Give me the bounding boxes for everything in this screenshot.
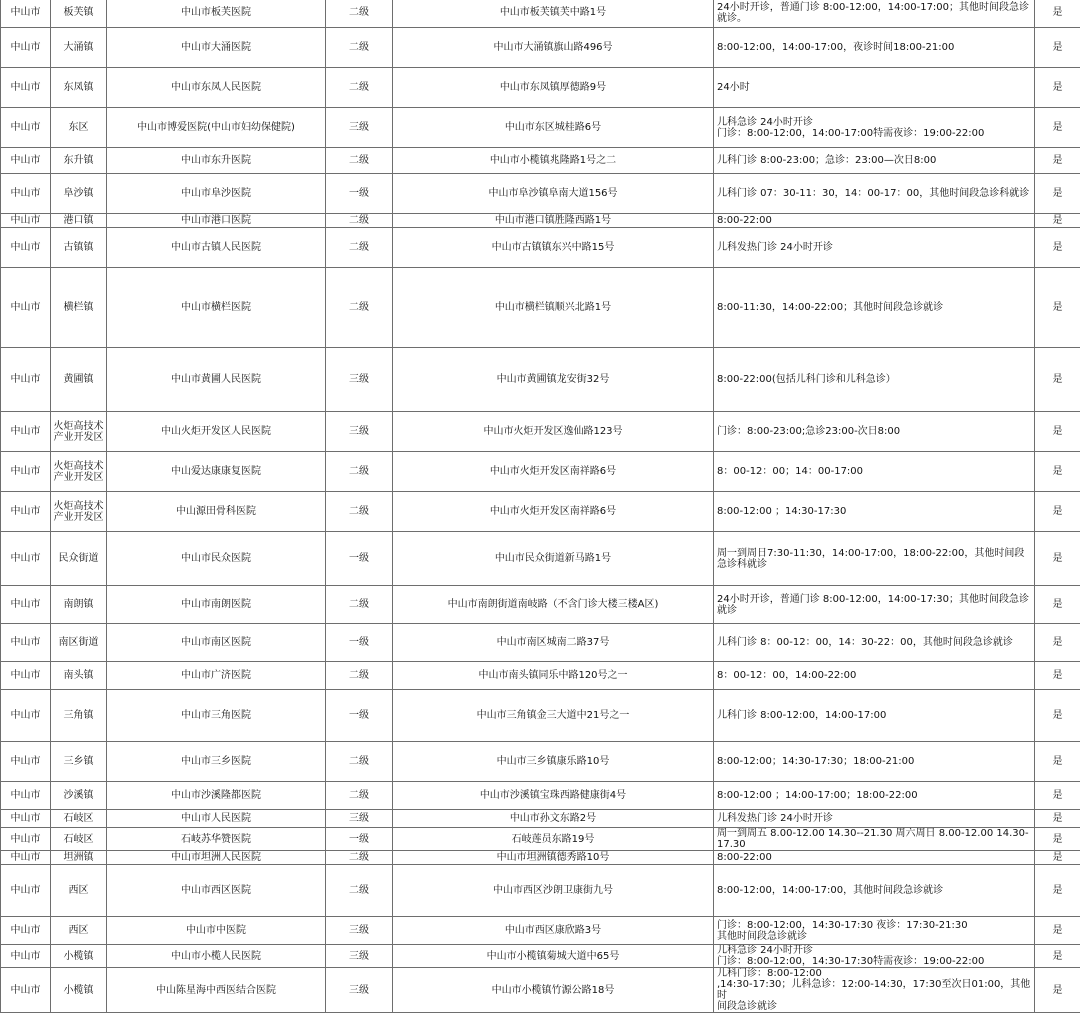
hours-cell: 8：00-12：00；14：00-17:00: [714, 452, 1035, 492]
town-cell: 火炬高技术产业开发区: [51, 452, 107, 492]
city-cell: 中山市: [1, 452, 51, 492]
town-cell: 石岐区: [51, 828, 107, 851]
city-cell: 中山市: [1, 810, 51, 828]
hospital-cell: 中山市南区医院: [107, 624, 326, 662]
town-cell: 东升镇: [51, 148, 107, 174]
hours-cell: 8：00-12：00，14:00-22:00: [714, 662, 1035, 690]
city-cell: 中山市: [1, 148, 51, 174]
city-cell: 中山市: [1, 412, 51, 452]
hours-cell: 8:00-22:00: [714, 851, 1035, 865]
level-cell: 一级: [326, 828, 393, 851]
hospital-cell: 中山市南朗医院: [107, 586, 326, 624]
hospital-cell: 中山市黄圃人民医院: [107, 348, 326, 412]
table-row: [1, 690, 1080, 742]
town-cell: 南区街道: [51, 624, 107, 662]
city-cell: 中山市: [1, 214, 51, 228]
address-cell: 中山市南区城南二路37号: [393, 624, 714, 662]
address-cell: 中山市民众街道新马路1号: [393, 532, 714, 586]
hospital-cell: 中山市古镇人民医院: [107, 228, 326, 268]
hours-cell: 儿科急诊 24小时开诊 门诊：8:00-12:00，14:00-17:00特需夜诊：19:00-22:00: [714, 108, 1035, 148]
flag-cell: 是: [1035, 586, 1080, 624]
address-cell: 中山市港口镇胜隆西路1号: [393, 214, 714, 228]
city-cell: 中山市: [1, 28, 51, 68]
table-row: [1, 68, 1080, 108]
city-cell: 中山市: [1, 348, 51, 412]
table-row: [1, 412, 1080, 452]
city-cell: 中山市: [1, 624, 51, 662]
town-cell: 黄圃镇: [51, 348, 107, 412]
address-cell: 中山市孙文东路2号: [393, 810, 714, 828]
level-cell: 一级: [326, 532, 393, 586]
hours-cell: 8:00-12:00；14:30-17:30；18:00-21:00: [714, 742, 1035, 782]
city-cell: 中山市: [1, 68, 51, 108]
hours-cell: 8:00-12:00 ；14:00-17:00；18:00-22:00: [714, 782, 1035, 810]
town-cell: 石岐区: [51, 810, 107, 828]
level-cell: 二级: [326, 586, 393, 624]
table-row: [1, 108, 1080, 148]
hours-cell: 儿科门诊：8:00-12:00 ,14:30-17:30；儿科急诊：12:00-14:30，17:30至次日01:00，其他时 间段急诊就诊: [714, 968, 1035, 1013]
level-cell: 三级: [326, 348, 393, 412]
hospital-cell: 中山市横栏医院: [107, 268, 326, 348]
flag-cell: 是: [1035, 810, 1080, 828]
hospital-cell: 中山市中医院: [107, 917, 326, 945]
city-cell: 中山市: [1, 268, 51, 348]
address-cell: 中山市东区城桂路6号: [393, 108, 714, 148]
address-cell: 中山市南头镇同乐中路120号之一: [393, 662, 714, 690]
level-cell: 二级: [326, 148, 393, 174]
hours-cell: 周一到周日7:30-11:30，14:00-17:00，18:00-22:00，其他时间段急诊科就诊: [714, 532, 1035, 586]
hours-cell: 8:00-12:00，14:00-17:00，夜诊时间18:00-21:00: [714, 28, 1035, 68]
address-cell: 中山市阜沙镇阜南大道156号: [393, 174, 714, 214]
hours-cell: 儿科门诊 8：00-12：00，14：30-22：00，其他时间段急诊就诊: [714, 624, 1035, 662]
flag-cell: 是: [1035, 452, 1080, 492]
table-row: [1, 945, 1080, 968]
level-cell: 三级: [326, 945, 393, 968]
flag-cell: 是: [1035, 532, 1080, 586]
town-cell: 港口镇: [51, 214, 107, 228]
city-cell: 中山市: [1, 532, 51, 586]
level-cell: 一级: [326, 624, 393, 662]
flag-cell: 是: [1035, 690, 1080, 742]
address-cell: 中山市横栏镇顺兴北路1号: [393, 268, 714, 348]
level-cell: 三级: [326, 968, 393, 1013]
flag-cell: 是: [1035, 412, 1080, 452]
table-row: [1, 348, 1080, 412]
table-row: [1, 662, 1080, 690]
hospital-cell: 石岐苏华赞医院: [107, 828, 326, 851]
table-row: [1, 28, 1080, 68]
level-cell: 二级: [326, 214, 393, 228]
town-cell: 沙溪镇: [51, 782, 107, 810]
level-cell: 三级: [326, 412, 393, 452]
hospital-cell: 中山市阜沙医院: [107, 174, 326, 214]
table-row: [1, 917, 1080, 945]
hospital-cell: 中山市板芙医院: [107, 0, 326, 28]
level-cell: 二级: [326, 0, 393, 28]
table-row: [1, 851, 1080, 865]
flag-cell: 是: [1035, 0, 1080, 28]
table-row: [1, 492, 1080, 532]
hours-cell: 门诊：8:00-12:00，14:30-17:30 夜诊：17:30-21:30 其他时间段急诊就诊: [714, 917, 1035, 945]
city-cell: 中山市: [1, 690, 51, 742]
city-cell: 中山市: [1, 492, 51, 532]
flag-cell: 是: [1035, 68, 1080, 108]
hospital-cell: 中山市西区医院: [107, 865, 326, 917]
city-cell: 中山市: [1, 917, 51, 945]
flag-cell: 是: [1035, 865, 1080, 917]
address-cell: 中山市火炬开发区南祥路6号: [393, 452, 714, 492]
address-cell: 中山市黄圃镇龙安街32号: [393, 348, 714, 412]
city-cell: 中山市: [1, 742, 51, 782]
table-row: [1, 214, 1080, 228]
city-cell: 中山市: [1, 108, 51, 148]
city-cell: 中山市: [1, 828, 51, 851]
town-cell: 火炬高技术产业开发区: [51, 492, 107, 532]
address-cell: 中山市大涌镇旗山路496号: [393, 28, 714, 68]
table-row: [1, 742, 1080, 782]
address-cell: 中山市东凤镇厚德路9号: [393, 68, 714, 108]
hours-cell: 8:00-11:30，14:00-22:00；其他时间段急诊就诊: [714, 268, 1035, 348]
flag-cell: 是: [1035, 492, 1080, 532]
table-row: [1, 452, 1080, 492]
hours-cell: 儿科门诊 8:00-23:00；急诊：23:00—次日8:00: [714, 148, 1035, 174]
flag-cell: 是: [1035, 174, 1080, 214]
flag-cell: 是: [1035, 917, 1080, 945]
table-row: [1, 624, 1080, 662]
town-cell: 西区: [51, 865, 107, 917]
address-cell: 石岐莲员东路19号: [393, 828, 714, 851]
level-cell: 一级: [326, 690, 393, 742]
town-cell: 东区: [51, 108, 107, 148]
table-row: [1, 0, 1080, 28]
hours-cell: 门诊：8:00-23:00;急诊23:00-次日8:00: [714, 412, 1035, 452]
flag-cell: 是: [1035, 268, 1080, 348]
hours-cell: 8:00-22:00(包括儿科门诊和儿科急诊）: [714, 348, 1035, 412]
hospital-cell: 中山源田骨科医院: [107, 492, 326, 532]
level-cell: 二级: [326, 28, 393, 68]
table-row: [1, 865, 1080, 917]
hospital-cell: 中山市广济医院: [107, 662, 326, 690]
flag-cell: 是: [1035, 228, 1080, 268]
table-row: [1, 268, 1080, 348]
flag-cell: 是: [1035, 851, 1080, 865]
city-cell: 中山市: [1, 586, 51, 624]
hours-cell: 周一到周五 8.00-12.00 14.30--21.30 周六周日 8.00-12.00 14.30-17.30: [714, 828, 1035, 851]
hours-cell: 儿科发热门诊 24小时开诊: [714, 810, 1035, 828]
address-cell: 中山市火炬开发区逸仙路123号: [393, 412, 714, 452]
town-cell: 小榄镇: [51, 945, 107, 968]
hours-cell: 24小时开诊，普通门诊 8:00-12:00，14:00-17:30；其他时间段急诊就诊: [714, 586, 1035, 624]
hours-cell: 24小时: [714, 68, 1035, 108]
level-cell: 三级: [326, 917, 393, 945]
table-row: [1, 828, 1080, 851]
address-cell: 中山市西区康欣路3号: [393, 917, 714, 945]
flag-cell: 是: [1035, 214, 1080, 228]
address-cell: 中山市西区沙朗卫康街九号: [393, 865, 714, 917]
flag-cell: 是: [1035, 968, 1080, 1013]
town-cell: 三角镇: [51, 690, 107, 742]
level-cell: 一级: [326, 174, 393, 214]
flag-cell: 是: [1035, 662, 1080, 690]
hours-cell: 8:00-22:00: [714, 214, 1035, 228]
address-cell: 中山市坦洲镇德秀路10号: [393, 851, 714, 865]
level-cell: 二级: [326, 742, 393, 782]
hospital-cell: 中山市人民医院: [107, 810, 326, 828]
table-row: [1, 532, 1080, 586]
hospital-cell: 中山市沙溪隆都医院: [107, 782, 326, 810]
town-cell: 火炬高技术产业开发区: [51, 412, 107, 452]
hours-cell: 儿科门诊 07：30-11：30，14：00-17：00，其他时间段急诊科就诊: [714, 174, 1035, 214]
flag-cell: 是: [1035, 108, 1080, 148]
city-cell: 中山市: [1, 865, 51, 917]
table-row: [1, 586, 1080, 624]
level-cell: 二级: [326, 851, 393, 865]
city-cell: 中山市: [1, 228, 51, 268]
town-cell: 南朗镇: [51, 586, 107, 624]
hospital-cell: 中山市小榄人民医院: [107, 945, 326, 968]
town-cell: 古镇镇: [51, 228, 107, 268]
hours-cell: 24小时开诊，普通门诊 8:00-12:00，14:00-17:00；其他时间段急诊就诊。: [714, 0, 1035, 28]
table-row: [1, 228, 1080, 268]
flag-cell: 是: [1035, 624, 1080, 662]
address-cell: 中山市小榄镇菊城大道中65号: [393, 945, 714, 968]
city-cell: 中山市: [1, 945, 51, 968]
level-cell: 二级: [326, 452, 393, 492]
town-cell: 大涌镇: [51, 28, 107, 68]
hospital-cell: 中山市港口医院: [107, 214, 326, 228]
hospital-cell: 中山市大涌医院: [107, 28, 326, 68]
table-row: [1, 810, 1080, 828]
level-cell: 二级: [326, 228, 393, 268]
address-cell: 中山市小榄镇竹源公路18号: [393, 968, 714, 1013]
hours-cell: 儿科门诊 8:00-12:00，14:00-17:00: [714, 690, 1035, 742]
town-cell: 西区: [51, 917, 107, 945]
hours-cell: 儿科急诊 24小时开诊 门诊：8:00-12:00，14:30-17:30特需夜诊：19:00-22:00: [714, 945, 1035, 968]
city-cell: 中山市: [1, 968, 51, 1013]
flag-cell: 是: [1035, 348, 1080, 412]
hospital-cell: 中山市三乡医院: [107, 742, 326, 782]
hours-cell: 儿科发热门诊 24小时开诊: [714, 228, 1035, 268]
level-cell: 三级: [326, 108, 393, 148]
town-cell: 小榄镇: [51, 968, 107, 1013]
hospital-cell: 中山陈星海中西医结合医院: [107, 968, 326, 1013]
flag-cell: 是: [1035, 742, 1080, 782]
level-cell: 二级: [326, 492, 393, 532]
address-cell: 中山市南朗街道南岐路（不含门诊大楼三楼A区): [393, 586, 714, 624]
level-cell: 二级: [326, 268, 393, 348]
town-cell: 板芙镇: [51, 0, 107, 28]
address-cell: 中山市火炬开发区南祥路6号: [393, 492, 714, 532]
city-cell: 中山市: [1, 851, 51, 865]
hospital-cell: 中山火炬开发区人民医院: [107, 412, 326, 452]
level-cell: 二级: [326, 865, 393, 917]
table-row: [1, 174, 1080, 214]
level-cell: 二级: [326, 68, 393, 108]
hours-cell: 8:00-12:00 ；14:30-17:30: [714, 492, 1035, 532]
flag-cell: 是: [1035, 828, 1080, 851]
hospital-cell: 中山爱达康康复医院: [107, 452, 326, 492]
hospital-cell: 中山市东升医院: [107, 148, 326, 174]
town-cell: 三乡镇: [51, 742, 107, 782]
city-cell: 中山市: [1, 662, 51, 690]
flag-cell: 是: [1035, 28, 1080, 68]
town-cell: 民众街道: [51, 532, 107, 586]
address-cell: 中山市小榄镇兆隆路1号之二: [393, 148, 714, 174]
town-cell: 东凤镇: [51, 68, 107, 108]
flag-cell: 是: [1035, 945, 1080, 968]
address-cell: 中山市古镇镇东兴中路15号: [393, 228, 714, 268]
hospital-table-body: [1, 0, 1080, 1013]
town-cell: 南头镇: [51, 662, 107, 690]
town-cell: 坦洲镇: [51, 851, 107, 865]
hospital-cell: 中山市民众医院: [107, 532, 326, 586]
table-row: [1, 782, 1080, 810]
town-cell: 横栏镇: [51, 268, 107, 348]
hospital-cell: 中山市坦洲人民医院: [107, 851, 326, 865]
hospital-cell: 中山市博爱医院(中山市妇幼保健院): [107, 108, 326, 148]
address-cell: 中山市三角镇金三大道中21号之一: [393, 690, 714, 742]
flag-cell: 是: [1035, 782, 1080, 810]
city-cell: 中山市: [1, 0, 51, 28]
city-cell: 中山市: [1, 174, 51, 214]
level-cell: 二级: [326, 662, 393, 690]
table-row: [1, 148, 1080, 174]
address-cell: 中山市三乡镇康乐路10号: [393, 742, 714, 782]
city-cell: 中山市: [1, 782, 51, 810]
table-row: [1, 968, 1080, 1013]
level-cell: 三级: [326, 810, 393, 828]
flag-cell: 是: [1035, 148, 1080, 174]
address-cell: 中山市沙溪镇宝珠西路健康街4号: [393, 782, 714, 810]
level-cell: 二级: [326, 782, 393, 810]
town-cell: 阜沙镇: [51, 174, 107, 214]
address-cell: 中山市板芙镇芙中路1号: [393, 0, 714, 28]
hospital-cell: 中山市三角医院: [107, 690, 326, 742]
hospital-cell: 中山市东凤人民医院: [107, 68, 326, 108]
hours-cell: 8:00-12:00，14:00-17:00，其他时间段急诊就诊: [714, 865, 1035, 917]
